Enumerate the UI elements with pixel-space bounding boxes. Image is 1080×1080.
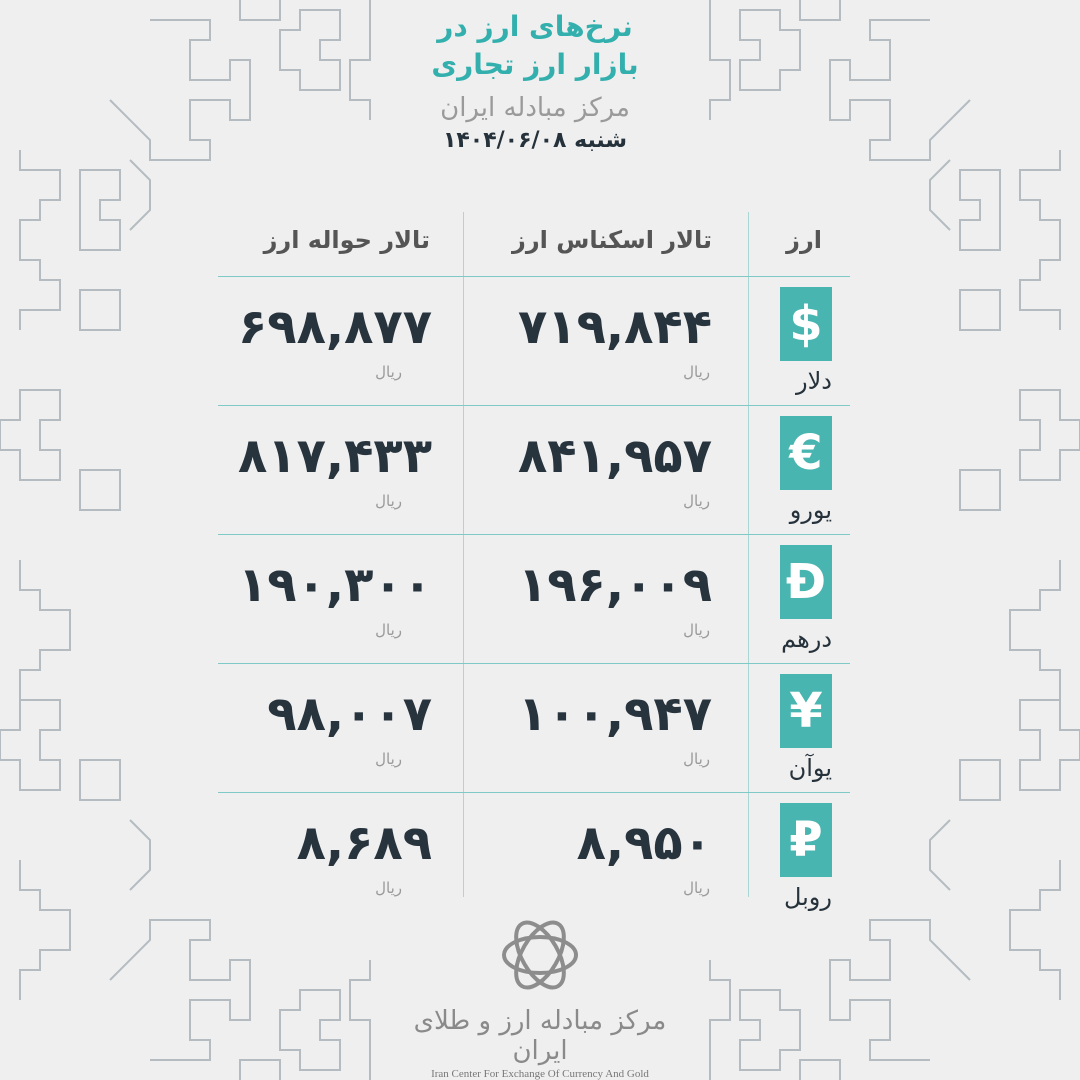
title-line-2: بازار ارز تجاری [431, 48, 639, 81]
header [390, 8, 680, 156]
havaleh-value: ۸۱۷,۴۳۳ [237, 428, 432, 484]
eskenas-value: ۷۱۹,۸۴۴ [517, 299, 712, 355]
dirham-icon: Đ [780, 545, 832, 619]
dollar-icon: $ [780, 287, 832, 361]
yuan-icon: ¥ [780, 674, 832, 748]
havaleh-value: ۱۹۰,۳۰۰ [237, 557, 432, 613]
unit-label: ریال [683, 621, 710, 639]
title-line-1: نرخ‌های ارز در [437, 10, 633, 43]
rates-table [218, 212, 850, 921]
table-row [218, 792, 850, 921]
unit-label: ریال [375, 363, 402, 381]
currency-name: دلار [796, 367, 832, 395]
table-row [218, 534, 850, 663]
currency-name: درهم [781, 625, 832, 653]
havaleh-value: ۹۸,۰۰۷ [267, 686, 432, 742]
eskenas-value: ۱۰۰,۹۴۷ [517, 686, 712, 742]
unit-label: ریال [375, 879, 402, 897]
logo-text-fa: مرکز مبادله ارز و طلای ایران [413, 1006, 667, 1066]
table-row [218, 276, 850, 405]
eskenas-value: ۸۴۱,۹۵۷ [517, 428, 712, 484]
date: شنبه ۱۴۰۴/۰۶/۰۸ [442, 128, 628, 153]
header-eskenas: تالار اسکناس ارز [512, 226, 712, 254]
currency-name: یوآن [788, 754, 832, 782]
table-row [218, 663, 850, 792]
unit-label: ریال [683, 492, 710, 510]
unit-label: ریال [375, 750, 402, 768]
unit-label: ریال [683, 363, 710, 381]
unit-label: ریال [375, 492, 402, 510]
header-havaleh: تالار حواله ارز [263, 226, 430, 254]
currency-name: یورو [789, 496, 832, 524]
subtitle: مرکز مبادله ایران [440, 93, 630, 123]
unit-label: ریال [683, 879, 710, 897]
euro-icon: € [780, 416, 832, 490]
unit-label: ریال [375, 621, 402, 639]
havaleh-value: ۸,۶۸۹ [296, 815, 432, 871]
unit-label: ریال [683, 750, 710, 768]
logo-knot-icon [495, 910, 585, 1000]
logo [410, 910, 670, 1080]
eskenas-value: ۸,۹۵۰ [576, 815, 712, 871]
table-header [218, 212, 850, 276]
table-row [218, 405, 850, 534]
havaleh-value: ۶۹۸,۸۷۷ [237, 299, 432, 355]
ruble-icon: ₽ [780, 803, 832, 877]
header-currency: ارز [786, 226, 822, 254]
eskenas-value: ۱۹۶,۰۰۹ [517, 557, 712, 613]
currency-name: روبل [783, 883, 832, 911]
logo-text-en: Iran Center For Exchange Of Currency And Gold [431, 1068, 649, 1080]
